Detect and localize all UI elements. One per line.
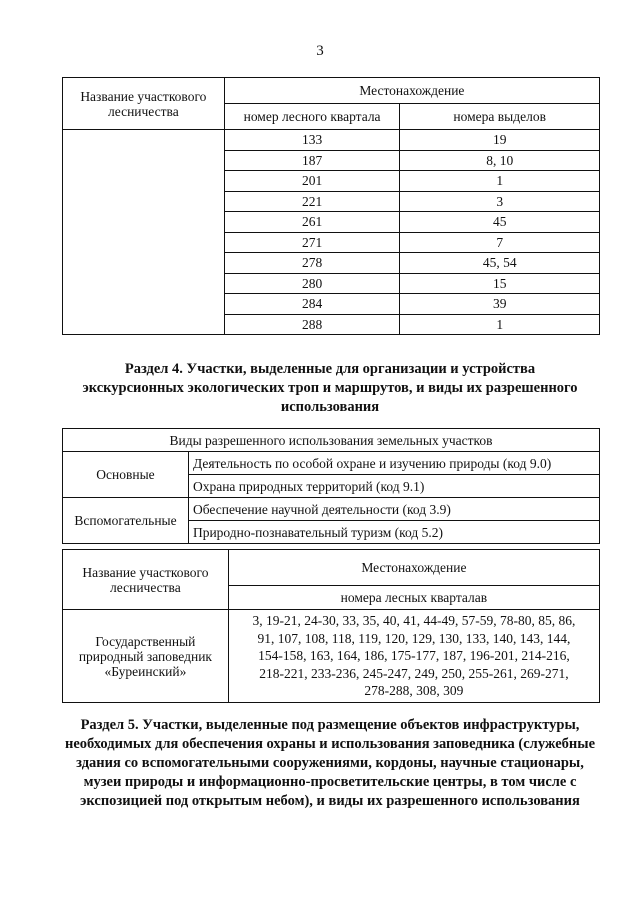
section-4-heading-line: экскурсионных экологических троп и маршрутов, и виды их разрешенного [82, 380, 578, 396]
forest-quarters-header: номера лесных кварталав [228, 586, 599, 610]
permitted-use-header: Виды разрешенного использования земельных участков [63, 429, 600, 452]
allotments-cell: 45, 54 [400, 253, 600, 274]
section-5-heading-line: музеи природы и информационно-просветительские центры, в том числе с [83, 774, 577, 790]
section-4-heading-line: использования [280, 399, 380, 415]
main-use-item: Охрана природных территорий (код 9.1) [188, 475, 599, 498]
forestry-name-line: Государственный [95, 633, 196, 649]
allotments-cell: 3 [400, 191, 600, 212]
forestry-name-line: природный заповедник [78, 648, 212, 664]
section-5-heading-line: здания со вспомогательными сооружениями, кордоны, научные стационары, [76, 755, 584, 771]
section-4-heading-line: Раздел 4. Участки, выделенные для организации и устройства [124, 361, 536, 377]
quarter-cell: 133 [224, 130, 400, 151]
quarters-line: 278-288, 308, 309 [364, 683, 464, 699]
quarters-line: 91, 107, 108, 118, 119, 120, 129, 130, 133, 140, 143, 144, [257, 630, 571, 646]
location-header: Местонахождение [224, 78, 599, 104]
reserve-quarters-table [62, 549, 600, 703]
quarter-cell: 221 [224, 191, 400, 212]
location-header: Местонахождение [228, 550, 599, 586]
quarter-cell: 271 [224, 232, 400, 253]
section-5-heading-line: Раздел 5. Участки, выделенные под размещение объектов инфраструктуры, [80, 717, 580, 733]
quarters-line: 218-221, 233-236, 245-247, 249, 250, 255-261, 269-271, [259, 665, 569, 681]
forestry-name-line: «Буреинский» [104, 663, 187, 679]
section-5-heading-line: экспозицией под открытым небом), и виды их разрешенного использования [80, 793, 580, 809]
auxiliary-use-item: Природно-познавательный туризм (код 5.2) [188, 521, 599, 544]
table-row [63, 130, 600, 151]
quarter-cell: 201 [224, 171, 400, 192]
quarters-line: 154-158, 163, 164, 186, 175-177, 187, 196-201, 214-216, [258, 648, 570, 664]
quarter-cell: 187 [224, 150, 400, 171]
allotment-numbers-header: номера выделов [400, 104, 600, 130]
forestry-name-header: Название участкового лесничества [63, 78, 225, 130]
quarter-cell: 284 [224, 294, 400, 315]
allotments-cell: 15 [400, 273, 600, 294]
quarter-number-header: номер лесного квартала [224, 104, 400, 130]
main-use-item: Деятельность по особой охране и изучению природы (код 9.0) [188, 452, 599, 475]
auxiliary-use-item: Обеспечение научной деятельности (код 3.9) [188, 498, 599, 521]
allotments-cell: 7 [400, 232, 600, 253]
forestry-name-cell [63, 130, 225, 335]
quarter-cell: 278 [224, 253, 400, 274]
section-5-heading-line: необходимых для обеспечения охраны и использования заповедника (служебные [64, 736, 595, 752]
forestry-name-header: Название участкового лесничества [63, 550, 229, 610]
quarter-cell: 288 [224, 314, 400, 335]
quarters-line: 3, 19-21, 24-30, 33, 35, 40, 41, 44-49, 57-59, 78-80, 85, 86, [252, 613, 576, 629]
forest-quarters-table [62, 77, 600, 335]
section-5-heading [60, 716, 600, 811]
permitted-use-table [62, 428, 600, 544]
allotments-cell: 1 [400, 171, 600, 192]
page-number: 3 [316, 43, 324, 59]
quarter-cell: 261 [224, 212, 400, 233]
quarter-cell: 280 [224, 273, 400, 294]
allotments-cell: 19 [400, 130, 600, 151]
section-4-heading [60, 360, 600, 417]
auxiliary-uses-label: Вспомогательные [63, 498, 189, 544]
allotments-cell: 1 [400, 314, 600, 335]
allotments-cell: 8, 10 [400, 150, 600, 171]
forestry-name-cell [63, 610, 229, 703]
allotments-cell: 39 [400, 294, 600, 315]
allotments-cell: 45 [400, 212, 600, 233]
forest-quarters-cell [228, 610, 599, 703]
main-uses-label: Основные [63, 452, 189, 498]
